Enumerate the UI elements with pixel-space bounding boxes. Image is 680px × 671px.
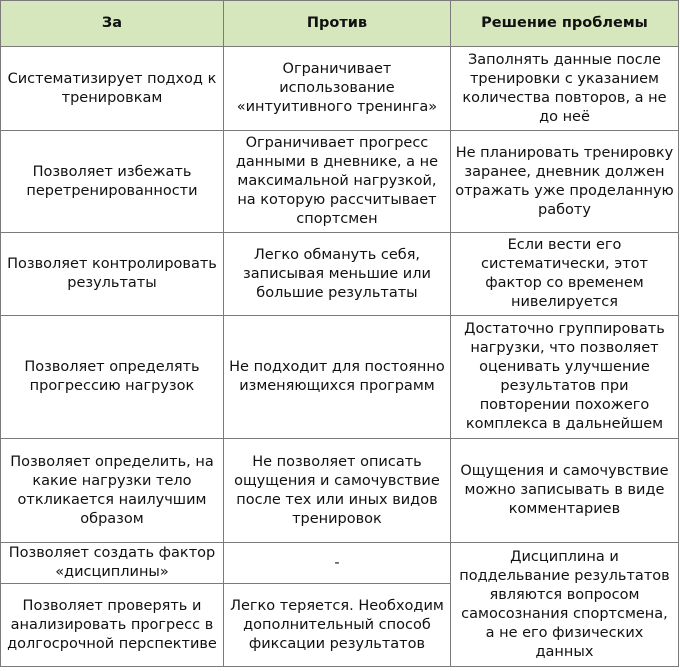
- con-cell: Не подходит для постоянно изменяющихся программ: [223, 316, 450, 439]
- solution-cell: Заполнять данные после тренировки с указанием количества повторов, а не до неё: [450, 47, 678, 131]
- con-cell: Ограничивает использование «интуитивного тренинга»: [223, 47, 450, 131]
- pro-cell: Позволяет создать фактор «дисциплины»: [1, 543, 224, 584]
- solution-cell: Достаточно группировать нагрузки, что позволяет оценивать улучшение результатов при повторении похожего комплекса в дальнейшем: [450, 316, 678, 439]
- solution-cell: Ощущения и самочувствие можно записывать в виде комментариев: [450, 439, 678, 543]
- con-cell: Ограничивает прогресс данными в дневнике, а не максимальной нагрузкой, на которую рассчитывает спортсмен: [223, 131, 450, 233]
- solution-cell: Дисциплина и поддельвание результатов являются вопросом самосознания спортсмена, а не его физических данных: [450, 543, 678, 667]
- header-row: [1, 1, 679, 47]
- pro-cell: Позволяет определять прогрессию нагрузок: [1, 316, 224, 439]
- pro-cell: Позволяет контролировать результаты: [1, 233, 224, 316]
- header-pro: За: [1, 1, 224, 47]
- con-cell: Не позволяет описать ощущения и самочувствие после тех или иных видов тренировок: [223, 439, 450, 543]
- header-con: Против: [223, 1, 450, 47]
- pro-cell: Позволяет проверять и анализировать прогресс в долгосрочной перспективе: [1, 584, 224, 667]
- solution-cell: Не планировать тренировку заранее, дневник должен отражать уже проделанную работу: [450, 131, 678, 233]
- header-solution: Решение проблемы: [450, 1, 678, 47]
- table-row: [1, 131, 679, 233]
- con-cell: Легко теряется. Необходим дополнительный способ фиксации результатов: [223, 584, 450, 667]
- pro-cell: Систематизирует подход к тренировкам: [1, 47, 224, 131]
- pro-cell: Позволяет избежать перетренированности: [1, 131, 224, 233]
- pro-cell: Позволяет определить, на какие нагрузки тело откликается наилучшим образом: [1, 439, 224, 543]
- solution-cell: Если вести его систематически, этот фактор со временем нивелируется: [450, 233, 678, 316]
- table-row: [1, 233, 679, 316]
- table-row: [1, 439, 679, 543]
- con-cell: -: [223, 543, 450, 584]
- table-row: [1, 543, 679, 584]
- con-cell: Легко обмануть себя, записывая меньшие или большие результаты: [223, 233, 450, 316]
- table-row: [1, 316, 679, 439]
- table-row: [1, 47, 679, 131]
